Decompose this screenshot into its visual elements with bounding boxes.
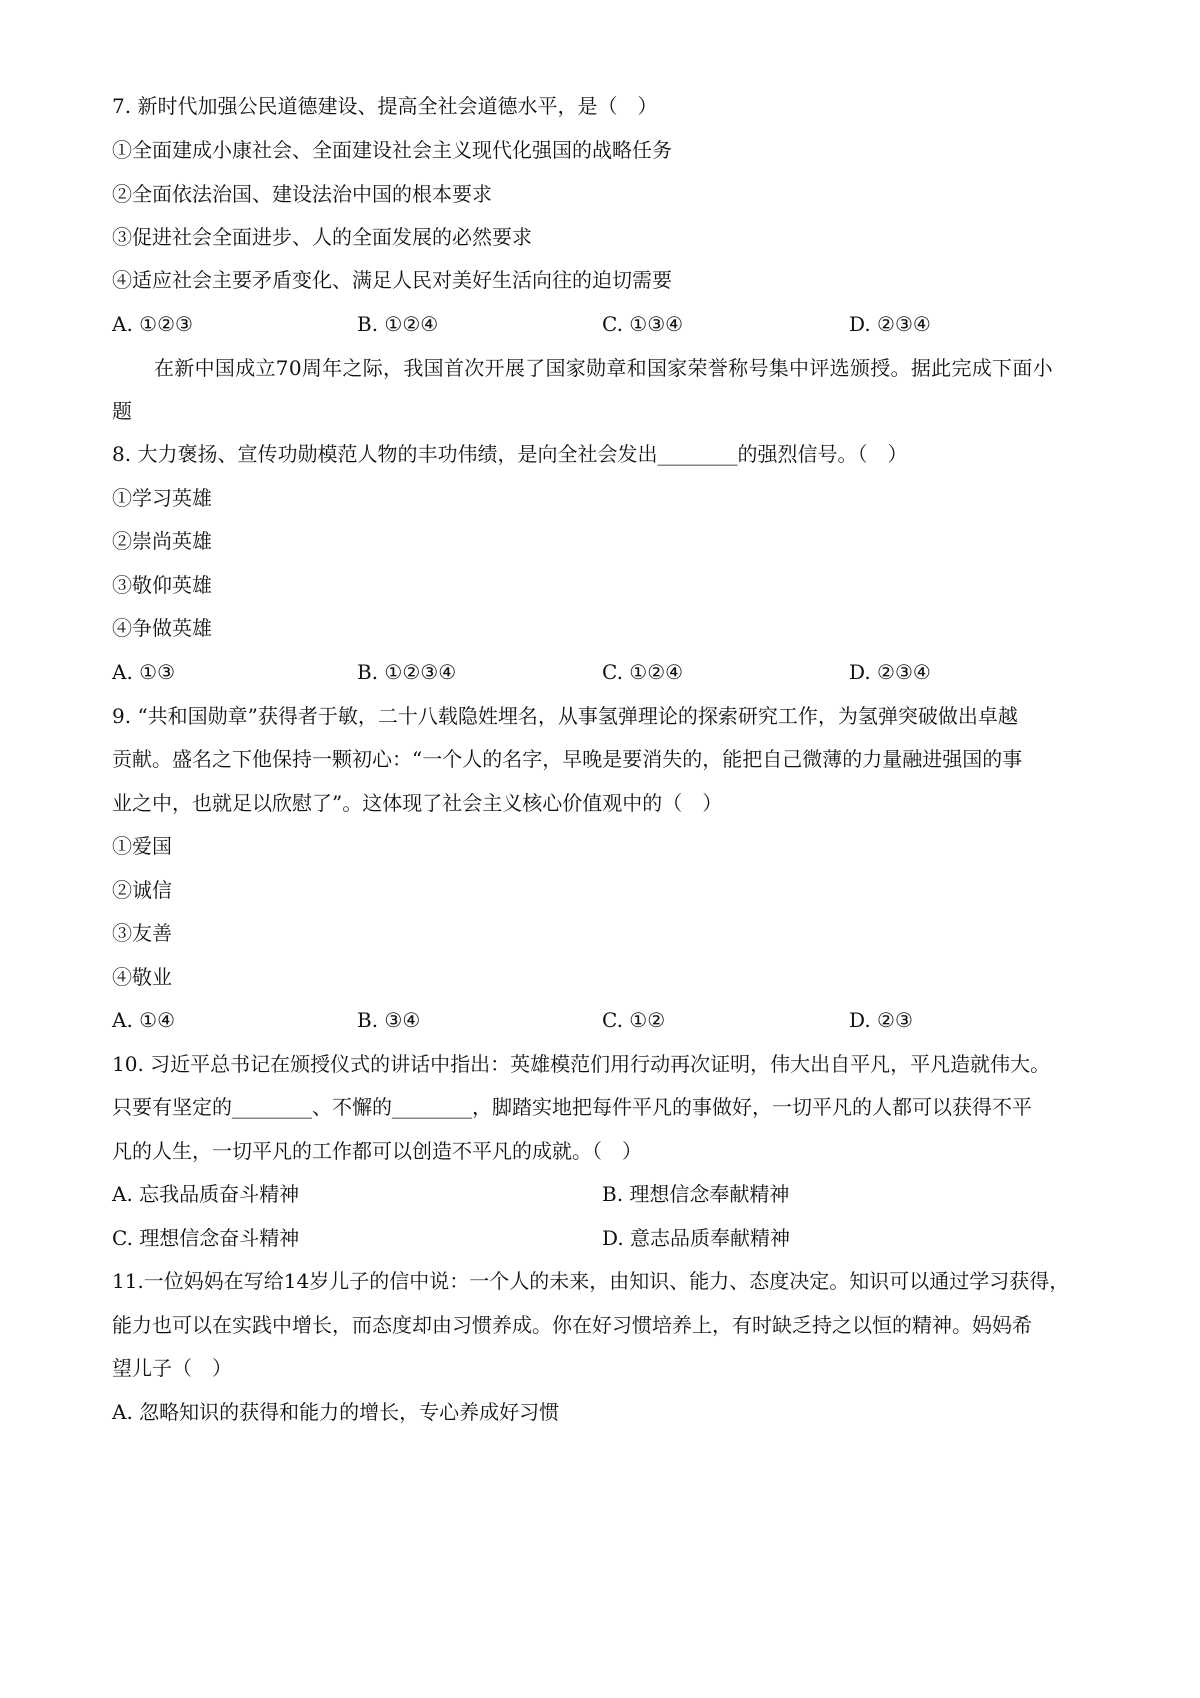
q9-item-1: ①爱国 xyxy=(112,834,172,858)
q10-option-d: D. 意志品质奉献精神 xyxy=(602,1226,791,1250)
q11-line-2: 能力也可以在实践中增长，而态度却由习惯养成。你在好习惯培养上，有时缺乏持之以恒的精神。妈妈希 xyxy=(112,1313,1032,1337)
q11-line-3: 望儿子（ ） xyxy=(112,1356,232,1380)
q9-line-1: 9. “共和国勋章”获得者于敏，二十八载隐姓埋名，从事氢弹理论的探索研究工作，为氢弹突破做出卓越 xyxy=(112,704,1018,728)
q8-option-a: A. ①③ xyxy=(112,660,176,684)
q7-item-4: ④适应社会主要矛盾变化、满足人民对美好生活向往的迫切需要 xyxy=(112,268,672,292)
q8-item-3: ③敬仰英雄 xyxy=(112,573,212,597)
q9-item-4: ④敬业 xyxy=(112,965,172,989)
intro-line-1: 在新中国成立70周年之际，我国首次开展了国家勋章和国家荣誉称号集中评选颁授。据此完成下面小 xyxy=(154,356,1053,380)
q8-item-2: ②崇尚英雄 xyxy=(112,529,212,553)
q7-item-3: ③促进社会全面进步、人的全面发展的必然要求 xyxy=(112,225,532,249)
q10-option-b: B. 理想信念奉献精神 xyxy=(602,1182,790,1206)
q11-line-1: 11.一位妈妈在写给14岁儿子的信中说：一个人的未来，由知识、能力、态度决定。知识可以通过学习获得， xyxy=(112,1269,1070,1293)
q9-option-d: D. ②③ xyxy=(849,1008,913,1032)
q9-line-3: 业之中，也就足以欣慰了”。这体现了社会主义核心价值观中的（ ） xyxy=(112,791,723,815)
q9-option-a: A. ①④ xyxy=(112,1008,176,1032)
q10-option-a: A. 忘我品质奋斗精神 xyxy=(112,1182,300,1206)
q10-line-2: 只要有坚定的________、不懈的________，脚踏实地把每件平凡的事做好，一切平凡的人都可以获得不平 xyxy=(112,1095,1032,1119)
q10-line-3: 凡的人生，一切平凡的工作都可以创造不平凡的成就。（ ） xyxy=(112,1139,642,1163)
q8-item-1: ①学习英雄 xyxy=(112,486,212,510)
q9-option-b: B. ③④ xyxy=(357,1008,421,1032)
q11-option-a: A. 忽略知识的获得和能力的增长，专心养成好习惯 xyxy=(112,1400,560,1424)
q8-option-b: B. ①②③④ xyxy=(357,660,457,684)
q9-line-2: 贡献。盛名之下他保持一颗初心：“一个人的名字，早晚是要消失的，能把自己微薄的力量融进强国的事 xyxy=(112,747,1023,771)
q10-option-c: C. 理想信念奋斗精神 xyxy=(112,1226,300,1250)
q8-stem: 8. 大力褒扬、宣传功勋模范人物的丰功伟绩，是向全社会发出________的强烈信号。（ ） xyxy=(112,442,908,466)
q7-option-a: A. ①②③ xyxy=(112,312,193,336)
q8-item-4: ④争做英雄 xyxy=(112,616,212,640)
q8-option-d: D. ②③④ xyxy=(849,660,931,684)
q7-option-b: B. ①②④ xyxy=(357,312,439,336)
q9-item-3: ③友善 xyxy=(112,921,172,945)
q9-option-c: C. ①② xyxy=(602,1008,666,1032)
q7-item-1: ①全面建成小康社会、全面建设社会主义现代化强国的战略任务 xyxy=(112,138,672,162)
q7-option-d: D. ②③④ xyxy=(849,312,931,336)
q8-option-c: C. ①②④ xyxy=(602,660,684,684)
q7-stem: 7. 新时代加强公民道德建设、提高全社会道德水平，是（ ） xyxy=(112,94,658,118)
intro-line-2: 题 xyxy=(112,399,132,423)
q7-option-c: C. ①③④ xyxy=(602,312,684,336)
q9-item-2: ②诚信 xyxy=(112,878,172,902)
q10-line-1: 10. 习近平总书记在颁授仪式的讲话中指出：英雄模范们用行动再次证明，伟大出自平凡，平凡造就伟大。 xyxy=(112,1052,1051,1076)
q7-item-2: ②全面依法治国、建设法治中国的根本要求 xyxy=(112,182,492,206)
